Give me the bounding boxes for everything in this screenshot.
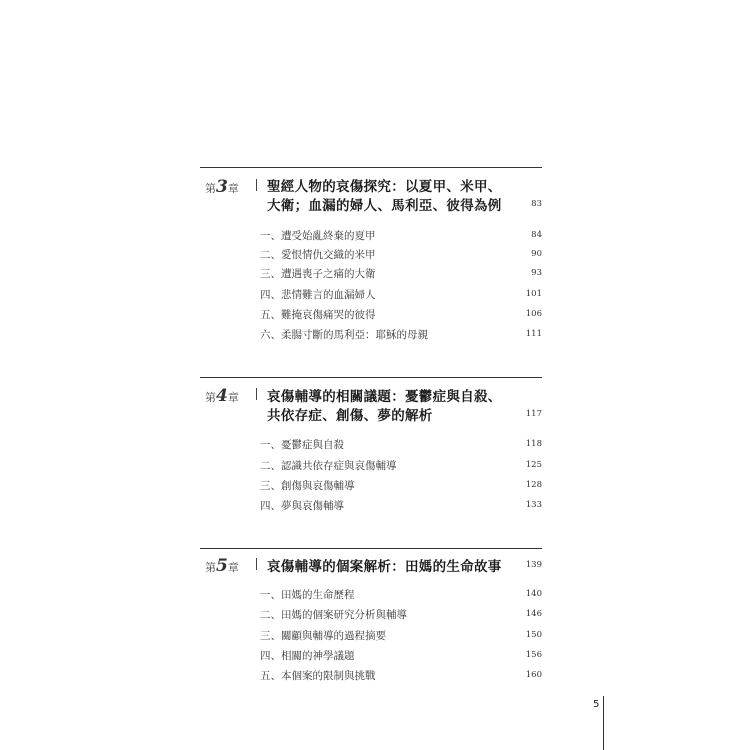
chapter-title-line1: 哀傷輔導的相關議題：憂鬱症與自殺、 — [267, 389, 502, 405]
toc-entry[interactable] — [260, 648, 542, 664]
toc-entry-page: 111 — [525, 329, 542, 339]
toc-entry[interactable] — [260, 327, 542, 343]
toc-entry[interactable] — [260, 287, 542, 303]
toc-entry[interactable] — [260, 628, 542, 644]
toc-entry-page: 84 — [531, 230, 542, 240]
chapter-title-line2: 大衛；血漏的婦人、馬利亞、彼得為例 — [267, 198, 502, 214]
toc-entry[interactable] — [260, 668, 542, 684]
toc-entry-title: 四、悲情難言的血漏婦人 — [260, 289, 376, 301]
toc-entry[interactable] — [260, 498, 542, 514]
chapter-page-number: 83 — [531, 199, 542, 209]
chapter-number-label: 第4章 — [205, 386, 239, 406]
toc-entry-page: 160 — [525, 670, 542, 680]
toc-entry-page: 133 — [525, 500, 542, 510]
toc-entry-title: 二、田媽的個案研究分析與輔導 — [260, 609, 407, 621]
toc-entry-page: 150 — [525, 630, 542, 640]
toc-entry-title: 五、本個案的限制與挑戰 — [260, 670, 376, 682]
toc-entry-page: 106 — [525, 309, 542, 319]
chapter-separator-bar — [256, 558, 257, 570]
toc-entry[interactable] — [260, 587, 542, 603]
toc-entry-title: 一、遭受始亂終棄的夏甲 — [260, 230, 376, 242]
toc-entry-title: 四、夢與哀傷輔導 — [260, 500, 344, 512]
toc-entry[interactable] — [260, 228, 542, 244]
chapter-separator-bar — [256, 388, 257, 400]
chapter-number-label: 第5章 — [205, 556, 239, 576]
toc-entry-title: 二、認識共依存症與哀傷輔導 — [260, 460, 397, 472]
toc-entry-title: 四、相關的神學議題 — [260, 650, 355, 662]
chapter-title-line2: 共依存症、創傷、夢的解析 — [267, 408, 433, 424]
toc-entry[interactable] — [260, 247, 542, 263]
toc-entry-page: 118 — [525, 439, 542, 449]
chapter-separator-bar — [256, 179, 257, 191]
toc-entry[interactable] — [260, 307, 542, 323]
chapter-number-label: 第3章 — [205, 177, 239, 197]
toc-entry-page: 101 — [525, 289, 542, 299]
toc-entry[interactable] — [260, 266, 542, 282]
toc-entry-title: 五、難掩哀傷痛哭的彼得 — [260, 309, 376, 321]
toc-entry-title: 三、關顧與輔導的過程摘要 — [260, 630, 386, 642]
toc-entry-title: 六、柔腸寸斷的馬利亞：耶穌的母親 — [260, 329, 428, 341]
toc-entry-title: 二、愛恨情仇交織的米甲 — [260, 249, 376, 261]
toc-entry-page: 90 — [531, 249, 542, 259]
toc-entry-title: 三、遭遇喪子之痛的大衛 — [260, 268, 376, 280]
toc-entry[interactable] — [260, 478, 542, 494]
toc-entry-page: 146 — [525, 609, 542, 619]
chapter-title-line1: 哀傷輔導的個案解析：田媽的生命故事 — [267, 559, 502, 575]
chapter-divider — [200, 377, 542, 378]
toc-entry-page: 156 — [525, 650, 542, 660]
toc-entry-title: 一、田媽的生命歷程 — [260, 589, 355, 601]
chapter-divider — [200, 167, 542, 168]
chapter-title-line1: 聖經人物的哀傷探究：以夏甲、米甲、 — [267, 179, 502, 195]
toc-entry-page: 128 — [525, 480, 542, 490]
toc-entry-title: 一、憂鬱症與自殺 — [260, 439, 344, 451]
folio-rule — [603, 696, 604, 750]
toc-entry-page: 93 — [531, 268, 542, 278]
page-folio-number: 5 — [593, 699, 600, 710]
chapter-page-number: 117 — [525, 409, 542, 419]
toc-entry[interactable] — [260, 458, 542, 474]
toc-entry-page: 125 — [525, 460, 542, 470]
chapter-page-number: 139 — [525, 560, 542, 570]
toc-entry[interactable] — [260, 607, 542, 623]
toc-entry-title: 三、創傷與哀傷輔導 — [260, 480, 355, 492]
chapter-divider — [200, 548, 542, 549]
toc-entry[interactable] — [260, 437, 542, 453]
toc-entry-page: 140 — [525, 589, 542, 599]
